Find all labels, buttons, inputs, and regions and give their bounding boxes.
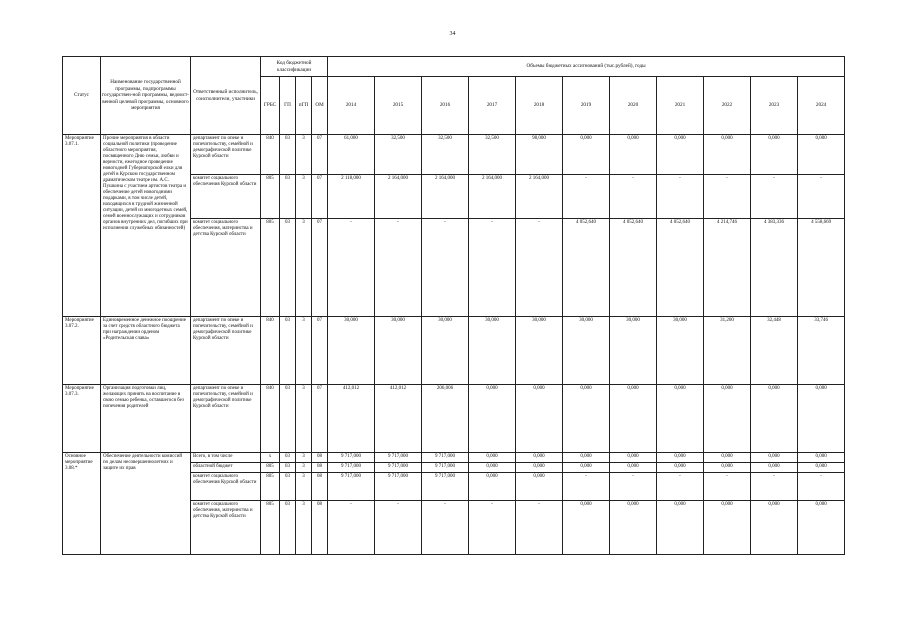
value-cell: -: [516, 501, 563, 555]
value-cell: 0,000: [610, 385, 657, 453]
value-cell: -: [704, 473, 751, 501]
grbs-cell: 805: [261, 175, 280, 219]
value-cell: -: [516, 219, 563, 317]
value-cell: 0,000: [563, 463, 610, 473]
pgp-cell: 3: [296, 219, 312, 317]
value-cell: 9 717,000: [375, 473, 422, 501]
pgp-cell: 3: [296, 463, 312, 473]
value-cell: 0,000: [798, 385, 845, 453]
value-cell: 4 052,640: [563, 219, 610, 317]
value-cell: 0,000: [751, 453, 798, 463]
value-cell: -: [563, 473, 610, 501]
value-cell: 0,000: [798, 453, 845, 463]
responsible-cell: областной бюджет: [191, 463, 261, 473]
value-cell: -: [751, 175, 798, 219]
table-row: [63, 453, 845, 463]
grbs-cell: 840: [261, 385, 280, 453]
responsible-cell: департамент по опеке и попечительству, семейной и демографической политике Курской области: [191, 317, 261, 385]
value-cell: -: [375, 501, 422, 555]
value-cell: 0,000: [704, 135, 751, 175]
om-cell: 08: [312, 473, 328, 501]
status-cell: Основное мероприятие 3.08.*: [63, 453, 101, 555]
gp-cell: 03: [280, 501, 296, 555]
value-cell: 0,000: [610, 453, 657, 463]
value-cell: 0,000: [469, 385, 516, 453]
value-cell: -: [657, 473, 704, 501]
value-cell: 0,000: [657, 385, 704, 453]
responsible-cell: комитет социального обеспечения Курской области: [191, 175, 261, 219]
value-cell: 0,000: [657, 135, 704, 175]
value-cell: -: [328, 219, 375, 317]
header-responsible: Ответственный исполнитель, соисполнители, участники: [191, 57, 261, 135]
value-cell: 2 164,000: [422, 175, 469, 219]
header-year: 2024: [798, 77, 845, 135]
value-cell: 30,000: [328, 317, 375, 385]
value-cell: 4 214,746: [704, 219, 751, 317]
responsible-cell: Всего, в том числе: [191, 453, 261, 463]
header-year: 2017: [469, 77, 516, 135]
grbs-cell: 805: [261, 219, 280, 317]
value-cell: 9 717,000: [328, 453, 375, 463]
header-year: 2022: [704, 77, 751, 135]
value-cell: 0,000: [563, 135, 610, 175]
value-cell: 30,000: [657, 317, 704, 385]
value-cell: 0,000: [516, 453, 563, 463]
value-cell: -: [751, 473, 798, 501]
responsible-cell: департамент по опеке и попечительству, семейной и демографической политике Курской области: [191, 385, 261, 453]
value-cell: 2 164,000: [375, 175, 422, 219]
value-cell: 9 717,000: [422, 473, 469, 501]
gp-cell: 03: [280, 175, 296, 219]
pgp-cell: 3: [296, 135, 312, 175]
value-cell: 0,000: [563, 385, 610, 453]
value-cell: 4 558,669: [798, 219, 845, 317]
grbs-cell: 805: [261, 473, 280, 501]
status-cell: Мероприятие 3.07.1.: [63, 135, 101, 317]
responsible-cell: комитет социального обеспечения, материнства и детства Курской области: [191, 501, 261, 555]
gp-cell: 03: [280, 453, 296, 463]
value-cell: 0,000: [751, 135, 798, 175]
table-row: [63, 135, 845, 175]
page-number: 34: [449, 31, 456, 37]
pgp-cell: 3: [296, 473, 312, 501]
value-cell: -: [469, 219, 516, 317]
value-cell: 30,000: [563, 317, 610, 385]
value-cell: 30,000: [610, 317, 657, 385]
value-cell: 32,500: [422, 135, 469, 175]
pgp-cell: 3: [296, 453, 312, 463]
value-cell: 30,000: [375, 317, 422, 385]
header-year: 2019: [563, 77, 610, 135]
value-cell: 2 118,000: [328, 175, 375, 219]
value-cell: -: [422, 219, 469, 317]
program-name-cell: Обеспечение деятельности комиссий по делам несовершеннолетних и защите их прав: [101, 453, 191, 555]
value-cell: -: [704, 175, 751, 219]
header-year: 2023: [751, 77, 798, 135]
value-cell: 0,000: [798, 135, 845, 175]
value-cell: 0,000: [610, 463, 657, 473]
value-cell: 4 052,640: [657, 219, 704, 317]
header-year: 2016: [422, 77, 469, 135]
header-program-name: Наименование государственной программы, подпрограммы государствен-ной программы, ведомст-венной целевой программы, основного мероприятия: [101, 57, 191, 135]
header-year: 2014: [328, 77, 375, 135]
value-cell: 0,000: [563, 501, 610, 555]
budget-table: [62, 56, 845, 555]
pgp-cell: 3: [296, 317, 312, 385]
value-cell: 0,000: [657, 501, 704, 555]
responsible-cell: комитет социального обеспечения Курской области: [191, 473, 261, 501]
value-cell: 2 164,000: [469, 175, 516, 219]
value-cell: 0,000: [516, 385, 563, 453]
value-cell: 0,000: [704, 385, 751, 453]
program-name-cell: Организация подготовки лиц, желающих принять на воспитание в свою семью ребенка, оставшегося без попечения родителей: [101, 385, 191, 453]
gp-cell: 03: [280, 473, 296, 501]
gp-cell: 03: [280, 317, 296, 385]
grbs-cell: х: [261, 453, 280, 463]
value-cell: 30,000: [422, 317, 469, 385]
value-cell: 0,000: [563, 453, 610, 463]
responsible-cell: департамент по опеке и попечительству, семейной и демографической политике Курской области: [191, 135, 261, 175]
value-cell: 0,000: [469, 453, 516, 463]
value-cell: 32,500: [469, 135, 516, 175]
value-cell: 412,012: [375, 385, 422, 453]
value-cell: -: [610, 473, 657, 501]
value-cell: 0,000: [469, 473, 516, 501]
om-cell: 08: [312, 453, 328, 463]
value-cell: 0,000: [704, 501, 751, 555]
table-row: [63, 317, 845, 385]
header-pgp: пГП: [296, 77, 312, 135]
value-cell: 30,000: [516, 317, 563, 385]
header-year: 2021: [657, 77, 704, 135]
header-om: ОМ: [312, 77, 328, 135]
header-status: Статус: [63, 57, 101, 135]
header-year: 2020: [610, 77, 657, 135]
value-cell: 0,000: [751, 501, 798, 555]
grbs-cell: 805: [261, 463, 280, 473]
grbs-cell: 840: [261, 317, 280, 385]
value-cell: 9 717,000: [328, 463, 375, 473]
value-cell: 0,000: [610, 501, 657, 555]
om-cell: 07: [312, 135, 328, 175]
value-cell: 61,000: [328, 135, 375, 175]
responsible-cell: комитет социального обеспечения, материнства и детства Курской области: [191, 219, 261, 317]
gp-cell: 03: [280, 219, 296, 317]
value-cell: -: [469, 501, 516, 555]
gp-cell: 03: [280, 385, 296, 453]
pgp-cell: 3: [296, 501, 312, 555]
gp-cell: 03: [280, 463, 296, 473]
value-cell: -: [610, 175, 657, 219]
value-cell: 0,000: [704, 453, 751, 463]
value-cell: -: [328, 501, 375, 555]
pgp-cell: 3: [296, 175, 312, 219]
value-cell: 33,746: [798, 317, 845, 385]
program-name-cell: Прочие мероприятия в области социальной политики (проведение областного мероприятия, посвященного Дню семьи, любви и верности, ежегодное проведение новогодней Губернаторской елки для детей в Курском государственном драматическом театре им. А.С. Пушкина с участием артистов театра и обеспечение детей новогодними подарками, в том числе детей, находящихся в трудной жизненной ситуации, детей из многодетных семей, семей военнослужащих и сотрудников органов внутренних дел, погибших при исполнении служебных обязанностей): [101, 135, 191, 317]
pgp-cell: 3: [296, 385, 312, 453]
value-cell: 4 052,640: [610, 219, 657, 317]
header-year: 2015: [375, 77, 422, 135]
value-cell: 9 717,000: [375, 463, 422, 473]
value-cell: 0,000: [798, 463, 845, 473]
header-budget-code: Код бюджетной классификации: [261, 57, 328, 77]
value-cell: 2 164,000: [516, 175, 563, 219]
value-cell: 98,000: [516, 135, 563, 175]
value-cell: 32,448: [751, 317, 798, 385]
value-cell: 412,012: [328, 385, 375, 453]
header-volumes: Объемы бюджетных ассигнований (тыс.рублей), годы: [328, 57, 845, 77]
value-cell: -: [657, 175, 704, 219]
value-cell: -: [422, 501, 469, 555]
value-cell: 9 717,000: [422, 463, 469, 473]
om-cell: 07: [312, 385, 328, 453]
status-cell: Мероприятие 3.07.3.: [63, 385, 101, 453]
value-cell: 32,500: [375, 135, 422, 175]
header-grbs: ГРБС: [261, 77, 280, 135]
value-cell: 0,000: [516, 463, 563, 473]
om-cell: 07: [312, 175, 328, 219]
om-cell: 07: [312, 219, 328, 317]
value-cell: 0,000: [798, 501, 845, 555]
value-cell: 0,000: [610, 135, 657, 175]
value-cell: 9 717,000: [375, 453, 422, 463]
value-cell: -: [375, 219, 422, 317]
value-cell: 30,000: [469, 317, 516, 385]
value-cell: 206,006: [422, 385, 469, 453]
om-cell: 07: [312, 317, 328, 385]
value-cell: 0,000: [751, 463, 798, 473]
value-cell: -: [563, 175, 610, 219]
grbs-cell: 805: [261, 501, 280, 555]
header-year: 2018: [516, 77, 563, 135]
value-cell: 0,000: [657, 453, 704, 463]
value-cell: 0,000: [704, 463, 751, 473]
value-cell: -: [798, 473, 845, 501]
grbs-cell: 840: [261, 135, 280, 175]
om-cell: 08: [312, 501, 328, 555]
value-cell: 31,200: [704, 317, 751, 385]
table-row: [63, 385, 845, 453]
gp-cell: 03: [280, 135, 296, 175]
value-cell: 9 717,000: [422, 453, 469, 463]
value-cell: 4 383,336: [751, 219, 798, 317]
status-cell: Мероприятие 3.07.2.: [63, 317, 101, 385]
value-cell: 0,000: [469, 463, 516, 473]
om-cell: 08: [312, 463, 328, 473]
value-cell: 0,000: [516, 473, 563, 501]
program-name-cell: Единовременное денежное поощрение за счет средств областного бюджета при награждении орденом «Родительская слава»: [101, 317, 191, 385]
value-cell: 9 717,000: [328, 473, 375, 501]
header-gp: ГП: [280, 77, 296, 135]
value-cell: 0,000: [657, 463, 704, 473]
value-cell: -: [798, 175, 845, 219]
value-cell: 0,000: [751, 385, 798, 453]
